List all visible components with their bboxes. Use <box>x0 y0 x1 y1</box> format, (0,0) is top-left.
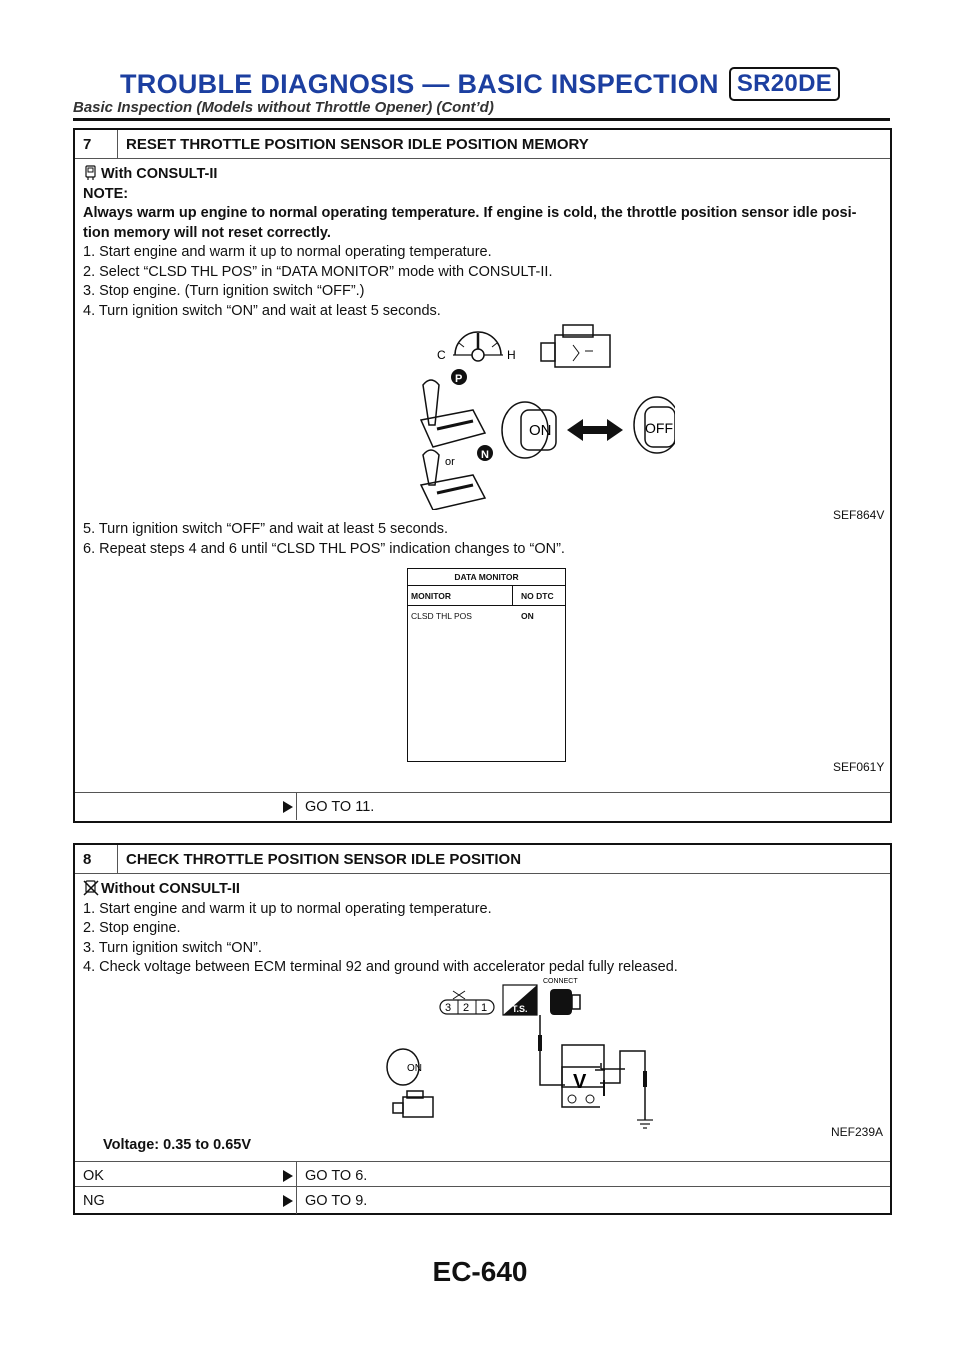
ng-row <box>75 1186 890 1214</box>
ng-label: NG <box>83 1192 105 1209</box>
right-arrow-icon <box>283 1170 293 1182</box>
no-consult-label: Without CONSULT-II <box>101 881 240 897</box>
step-7-number: 7 <box>75 130 118 158</box>
shift-n-label: N <box>481 449 489 461</box>
monitor-header-row <box>408 586 565 606</box>
step-line: 4. Turn ignition switch “ON” and wait at least 5 seconds. <box>83 302 441 319</box>
step-line: 5. Turn ignition switch “OFF” and wait at least 5 seconds. <box>83 521 449 537</box>
ts-icon <box>503 985 537 1015</box>
right-arrow-icon <box>283 801 293 813</box>
step-line: 1. Start engine and warm it up to normal operating temperature. <box>83 900 492 917</box>
step-7-header <box>75 130 890 159</box>
engine-icon <box>393 1091 433 1117</box>
page-subtitle: Basic Inspection (Models without Throttle Opener) (Cont’d) <box>73 99 494 116</box>
goto-link[interactable]: GO TO 11. <box>296 793 374 820</box>
pin-1: 1 <box>481 1002 488 1014</box>
data-monitor-screen <box>407 568 566 762</box>
connect-icon <box>543 978 580 1015</box>
pin-3: 3 <box>445 1002 452 1014</box>
connector-icon <box>440 991 494 1014</box>
meter-v-label: V <box>573 1071 587 1093</box>
ok-arrow-cell <box>280 1162 296 1189</box>
no-consult-line <box>83 880 882 900</box>
monitor-col-label: MONITOR <box>408 586 513 605</box>
step-8-title: CHECK THROTTLE POSITION SENSOR IDLE POSITION <box>126 850 522 868</box>
key-off-icon <box>634 397 675 453</box>
page-number: EC-640 <box>432 1256 528 1287</box>
consult-icon <box>83 165 99 181</box>
step-7-box <box>73 128 892 823</box>
ok-row <box>75 1161 890 1189</box>
ok-goto-link[interactable]: GO TO 6. <box>296 1162 367 1189</box>
step-7-goto-row <box>75 792 890 820</box>
figure-ref: SEF061Y <box>833 760 885 774</box>
key-engine-figure <box>375 1045 465 1130</box>
note-text-2: tion memory will not reset correctly. <box>83 224 331 241</box>
key-on-icon <box>502 402 556 458</box>
ts-label: T.S. <box>512 1004 528 1014</box>
note-text-1: Always warm up engine to normal operating temperature. If engine is cold, the throttle position sensor idle posi- <box>83 205 857 221</box>
step-line: 1. Start engine and warm it up to normal operating temperature. <box>83 244 492 260</box>
consult-line <box>83 165 882 185</box>
right-arrow-icon <box>283 1195 293 1207</box>
step-7-body <box>75 159 890 321</box>
step-line: 3. Turn ignition switch “ON”. <box>83 939 262 956</box>
gauge-c-label: C <box>437 348 446 362</box>
temperature-gauge-icon <box>437 332 516 362</box>
ignition-procedure-figure <box>345 315 675 510</box>
ng-goto-link[interactable]: GO TO 9. <box>296 1187 367 1214</box>
step-7-title: RESET THROTTLE POSITION SENSOR IDLE POSITION MEMORY <box>126 135 589 153</box>
shifter-p-icon <box>421 369 485 447</box>
figure-ref: NEF239A <box>831 1125 884 1139</box>
no-consult-icon <box>83 880 99 896</box>
header-rule <box>73 118 890 121</box>
step-line: 2. Stop engine. <box>83 920 181 936</box>
monitor-status: NO DTC <box>521 591 554 601</box>
key-on-label: ON <box>529 422 552 439</box>
monitor-item-name: CLSD THL POS <box>411 611 472 621</box>
meter-wire <box>600 1045 660 1145</box>
step-line: 2. Select “CLSD THL POS” in “DATA MONITOR” mode with CONSULT-II. <box>83 263 553 280</box>
step-8-box <box>73 843 892 1215</box>
page-header <box>0 67 960 101</box>
monitor-item-row <box>408 606 565 621</box>
goto-empty-cell <box>75 793 280 820</box>
connect-label: CONNECT <box>543 978 578 985</box>
or-label: or <box>445 456 455 468</box>
shifter-n-icon <box>421 445 493 510</box>
gauge-h-label: H <box>507 348 516 362</box>
ng-arrow-cell <box>280 1187 296 1214</box>
goto-arrow-cell <box>280 793 296 820</box>
key-on-label: ON <box>407 1063 422 1074</box>
monitor-item-value: ON <box>521 611 534 621</box>
note-label: NOTE: <box>83 185 129 202</box>
ok-label: OK <box>83 1167 104 1184</box>
step-line: 3. Stop engine. (Turn ignition switch “OFF”.) <box>83 283 365 299</box>
figure-ref: SEF864V <box>833 508 885 522</box>
step-line: 4. Check voltage between ECM terminal 92 and ground with accelerator pedal fully released. <box>83 959 678 975</box>
double-arrow-icon <box>567 419 623 441</box>
step-8-number: 8 <box>75 845 118 873</box>
engine-badge: SR20DE <box>729 67 840 101</box>
step-7-body-b <box>75 520 573 559</box>
voltage-spec: Voltage: 0.35 to 0.65V <box>103 1137 252 1153</box>
page-title: TROUBLE DIAGNOSIS — BASIC INSPECTION <box>119 69 719 99</box>
consult-label: With CONSULT-II <box>101 166 218 182</box>
shift-p-label: P <box>455 373 463 385</box>
monitor-title: DATA MONITOR <box>408 569 565 586</box>
key-on-icon <box>387 1049 422 1085</box>
engine-icon <box>541 325 610 367</box>
step-line: 6. Repeat steps 4 and 6 until “CLSD THL POS” indication changes to “ON”. <box>83 540 565 557</box>
step-8-body <box>75 874 890 978</box>
step-8-header <box>75 845 890 874</box>
pin-2: 2 <box>463 1002 470 1014</box>
key-off-label: OFF <box>645 420 673 436</box>
